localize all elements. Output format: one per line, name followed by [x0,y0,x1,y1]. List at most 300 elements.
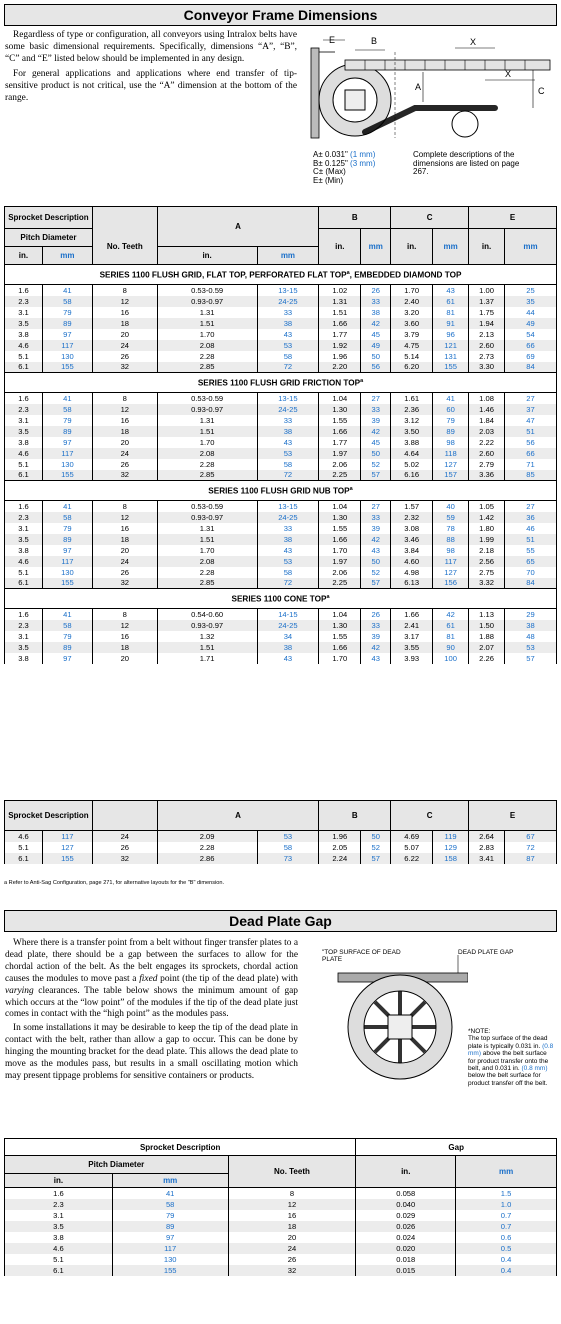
table-row [5,567,557,578]
table-cell: 52 [361,567,391,578]
table-cell: 1.31 [157,307,257,318]
table-cell: 12 [92,296,157,307]
section-title: SERIES 1100 FLUSH GRID NUB TOP$^a$ [5,481,557,501]
table-cell: 155 [433,362,469,373]
table-cell: 98 [433,545,469,556]
table-cell: 1.51 [157,318,257,329]
table-row [5,653,557,664]
table-cell: 0.4 [456,1265,557,1276]
table-cell: 6.13 [391,578,433,589]
table-cell: 98 [433,437,469,448]
table-cell: 8 [92,609,157,620]
table-cell: 24-25 [257,404,319,415]
table-cell: 6.1 [5,470,43,481]
table-cell: 72 [257,362,319,373]
gap-header-teeth: No. Teeth [228,1156,356,1188]
table-cell: 58 [112,1199,228,1210]
table-row [5,1210,557,1221]
table-cell: 3.1 [5,415,43,426]
table-cell: 1.32 [157,631,257,642]
table-cell: 1.6 [5,1188,113,1199]
table-cell: 45 [361,437,391,448]
table-cell: 2.60 [469,448,505,459]
table-cell: 97 [42,437,92,448]
table-cell: 33 [257,523,319,534]
table-cell: 2.3 [5,404,43,415]
table-cell: 2.64 [469,831,505,842]
table-cell: 33 [257,307,319,318]
table-cell: 2.75 [469,567,505,578]
table-cell: 117 [42,340,92,351]
table-cell: 3.1 [5,523,43,534]
tolerance-note: Complete descriptions of the dimensions are listed on page 267. [413,150,520,176]
table-cell: 1.30 [319,620,361,631]
table-cell: 78 [433,523,469,534]
table-cell: 2.32 [391,512,433,523]
table-cell: 0.53-0.59 [157,393,257,404]
table-cell: 66 [505,340,557,351]
table-cell: 2.18 [469,545,505,556]
table-cell: 24-25 [257,620,319,631]
table-cell: 72 [505,842,557,853]
table-cell: 117 [42,831,92,842]
table-cell: 20 [92,653,157,664]
table-cell: 5.1 [5,351,43,362]
table-cell: 2.86 [157,853,257,864]
table-cell: 2.28 [157,842,257,853]
table-cell: 1.70 [391,285,433,296]
table-cell: 24-25 [257,296,319,307]
table-cell: 12 [228,1199,356,1210]
table-cell: 58 [42,512,92,523]
section-header-row [5,589,557,609]
table-cell: 13-15 [257,393,319,404]
table-cell: 18 [228,1221,356,1232]
table-cell: 16 [92,307,157,318]
table-cell: 88 [433,534,469,545]
table-cell: 2.3 [5,512,43,523]
header-no-teeth: No. Teeth [92,229,157,265]
table-cell: 16 [92,631,157,642]
table-cell: 2.3 [5,620,43,631]
table-cell: 53 [257,831,319,842]
table-cell: 43 [257,437,319,448]
table-cell: 72 [257,578,319,589]
table-row [5,620,557,631]
table-cell: 6.22 [391,853,433,864]
table-cell: 3.8 [5,1232,113,1243]
table-row [5,523,557,534]
gap-header-in: in. [356,1156,456,1188]
table-cell: 1.84 [469,415,505,426]
table-cell: 39 [361,523,391,534]
table-cell: 3.8 [5,437,43,448]
gap-header-pitch-in: in. [5,1174,113,1188]
table-cell: 87 [505,853,557,864]
table-cell: 42 [361,318,391,329]
table-cell: 61 [433,296,469,307]
table-cell: 158 [433,853,469,864]
table-cell: 24 [92,340,157,351]
table-cell: 3.93 [391,653,433,664]
table-cell: 6.1 [5,362,43,373]
table-row [5,459,557,470]
dim-c-label: C [538,86,545,96]
table-cell: 1.6 [5,285,43,296]
gap-header-pitch-mm: mm [112,1174,228,1188]
dim-b-label: B [371,36,378,46]
table-cell: 2.79 [469,459,505,470]
table-cell: 1.66 [319,318,361,329]
header-a-mm: mm [257,247,319,265]
table-cell: 4.98 [391,567,433,578]
table-cell: 1.97 [319,448,361,459]
table-cell: 29 [505,609,557,620]
table-cell: 18 [92,534,157,545]
table-row [5,362,557,373]
table-cell: 2.09 [157,831,257,842]
table-cell: 14-15 [257,609,319,620]
table-cell: 2.41 [391,620,433,631]
table-cell: 4.64 [391,448,433,459]
section-header-row [5,481,557,501]
table-cell: 65 [505,556,557,567]
table-cell: 54 [505,329,557,340]
table-cell: 26 [92,567,157,578]
table-cell: 42 [361,534,391,545]
table-cell: 79 [42,523,92,534]
table-cell: 42 [361,642,391,653]
table-cell: 5.1 [5,842,43,853]
table-cell: 0.53-0.59 [157,501,257,512]
table-cell: 24 [92,556,157,567]
table-cell: 50 [361,556,391,567]
table-row [5,415,557,426]
table-cell: 4.75 [391,340,433,351]
table-cell: 155 [112,1265,228,1276]
dead-plate-gap-label: DEAD PLATE GAP [458,949,514,956]
table-cell: 0.93-0.97 [157,404,257,415]
table-cell: 1.80 [469,523,505,534]
table-cell: 3.17 [391,631,433,642]
table-cell: 3.32 [469,578,505,589]
header-e-in: in. [469,229,505,265]
table-cell: 25 [505,285,557,296]
table-cell: 3.5 [5,1221,113,1232]
table-cell: 58 [257,842,319,853]
header-c-mm: mm [433,229,469,265]
table-cell: 2.08 [157,556,257,567]
table-cell: 1.71 [157,653,257,664]
header-c: C [391,207,469,229]
table-cell: 34 [257,631,319,642]
table-row [5,329,557,340]
header-a-in: in. [157,247,257,265]
table-cell: 2.22 [469,437,505,448]
table-row [5,437,557,448]
table-cell: 3.1 [5,631,43,642]
table-cell: 0.6 [456,1232,557,1243]
table-cell: 32 [92,470,157,481]
table-cell: 1.31 [157,415,257,426]
table-cell: 41 [112,1188,228,1199]
table-cell: 3.55 [391,642,433,653]
table-row [5,470,557,481]
table-cell: 1.70 [319,545,361,556]
table-cell: 41 [42,393,92,404]
table-cell: 3.8 [5,653,43,664]
table-cell: 72 [257,470,319,481]
section-title: SERIES 1100 CONE TOP$^a$ [5,589,557,609]
table-cell: 6.20 [391,362,433,373]
table-cell: 5.07 [391,842,433,853]
table-cell: 73 [257,853,319,864]
table-cell: 43 [257,545,319,556]
table-cell: 1.02 [319,285,361,296]
table-cell: 16 [228,1210,356,1221]
table-cell: 6.1 [5,1265,113,1276]
table-row [5,1254,557,1265]
footnote: a Refer to Anti-Sag Configuration, page 271, for alternative layouts for the "B" dimension. [4,880,225,886]
table-cell: 1.30 [319,512,361,523]
table-cell: 130 [42,351,92,362]
header-e: E [469,207,557,229]
table-cell: 89 [42,318,92,329]
table-cell: 67 [505,831,557,842]
table-cell: 97 [42,653,92,664]
table-cell: 0.93-0.97 [157,620,257,631]
table-cell: 2.28 [157,459,257,470]
table-row [5,426,557,437]
section-header-row [5,373,557,393]
table-cell: 1.42 [469,512,505,523]
table-cell: 2.85 [157,362,257,373]
table-cell: 57 [361,853,391,864]
table-cell: 16 [92,523,157,534]
table-cell: 27 [361,501,391,512]
dead-plate-text [5,938,298,1085]
table-cell: 117 [42,556,92,567]
table-row [5,1199,557,1210]
table-cell: 1.99 [469,534,505,545]
table-cell: 20 [92,437,157,448]
table-cell: 1.70 [157,545,257,556]
table-cell: 1.6 [5,501,43,512]
table-cell: 53 [257,340,319,351]
table-cell: 1.61 [391,393,433,404]
table-cell: 155 [42,470,92,481]
table-cell: 8 [92,285,157,296]
table-cell: 1.51 [157,534,257,545]
table-cell: 97 [42,545,92,556]
table-cell: 1.70 [157,437,257,448]
table-cell: 58 [42,296,92,307]
table-row [5,642,557,653]
table-cell: 6.16 [391,470,433,481]
table-cell: 0.93-0.97 [157,512,257,523]
table-cell: 24-25 [257,512,319,523]
table-cell: 5.02 [391,459,433,470]
table-row [5,1243,557,1254]
table-cell: 2.28 [157,351,257,362]
table-cell: 2.24 [319,853,361,864]
table-cell: 1.5 [456,1188,557,1199]
dead-plate-note [468,1028,554,1087]
table-cell: 79 [42,307,92,318]
table-cell: 2.20 [319,362,361,373]
table-cell: 0.015 [356,1265,456,1276]
cont-header-sprocket: Sprocket Description [5,801,93,831]
table-cell: 3.36 [469,470,505,481]
table-cell: 37 [505,404,557,415]
table-cell: 69 [505,351,557,362]
table-cell: 1.50 [469,620,505,631]
table-cell: 18 [92,426,157,437]
table-cell: 41 [42,609,92,620]
table-cell: 1.00 [469,285,505,296]
table-cell: 2.56 [469,556,505,567]
table-row [5,556,557,567]
table-cell: 57 [361,578,391,589]
table-cell: 49 [361,340,391,351]
table-cell: 6.1 [5,853,43,864]
table-cell: 3.50 [391,426,433,437]
table-cell: 127 [42,842,92,853]
table-cell: 1.66 [319,642,361,653]
table-cell: 119 [433,831,469,842]
table-cell: 127 [433,567,469,578]
table-cell: 41 [42,501,92,512]
header-pitch-mm: mm [42,247,92,265]
table-cell: 20 [92,329,157,340]
table-cell: 79 [42,415,92,426]
table-cell: 81 [433,307,469,318]
table-cell: 117 [433,556,469,567]
table-cell: 5.14 [391,351,433,362]
table-cell: 49 [505,318,557,329]
table-cell: 96 [433,329,469,340]
table-cell: 70 [505,567,557,578]
gap-header-sprocket: Sprocket Description [5,1139,356,1156]
table-cell: 13-15 [257,501,319,512]
table-cell: 0.018 [356,1254,456,1265]
section-title: SERIES 1100 FLUSH GRID FRICTION TOP$^a$ [5,373,557,393]
conveyor-frame-diagram [305,30,555,150]
table-cell: 2.05 [319,842,361,853]
table-cell: 155 [42,853,92,864]
table-row [5,842,557,853]
table-row [5,831,557,842]
table-cell: 20 [92,545,157,556]
table-cell: 1.6 [5,609,43,620]
table-cell: 2.60 [469,340,505,351]
table-cell: 58 [257,459,319,470]
table-cell: 13-15 [257,285,319,296]
table-cell: 85 [505,470,557,481]
dim-x-label-2: X [505,69,512,79]
table-cell: 1.0 [456,1199,557,1210]
table-cell: 43 [361,653,391,664]
table-cell: 5.1 [5,459,43,470]
table-cell: 5.1 [5,567,43,578]
table-cell: 50 [361,448,391,459]
table-cell: 130 [42,459,92,470]
table-cell: 2.03 [469,426,505,437]
table-cell: 26 [361,609,391,620]
table-row [5,609,557,620]
table-cell: 3.60 [391,318,433,329]
table-cell: 3.5 [5,642,43,653]
table-cell: 1.51 [319,307,361,318]
table-cell: 3.8 [5,329,43,340]
table-cell: 1.51 [157,642,257,653]
table-cell: 97 [112,1232,228,1243]
table-cell: 3.46 [391,534,433,545]
table-cell: 41 [433,393,469,404]
table-cell: 1.70 [157,329,257,340]
table-cell: 89 [433,426,469,437]
table-cell: 117 [42,448,92,459]
table-cell: 56 [505,437,557,448]
table-cell: 2.83 [469,842,505,853]
dim-x-label-1: X [470,37,477,47]
table-cell: 24 [92,448,157,459]
table-cell: 1.96 [319,351,361,362]
table-cell: 1.55 [319,415,361,426]
table-cell: 2.73 [469,351,505,362]
table-cell: 42 [433,609,469,620]
table-cell: 46 [505,523,557,534]
table-cell: 57 [361,470,391,481]
table-row [5,393,557,404]
table-cell: 0.029 [356,1210,456,1221]
table-cell: 1.66 [319,534,361,545]
table-cell: 38 [505,620,557,631]
table-cell: 1.37 [469,296,505,307]
table-cell: 90 [433,642,469,653]
tolerance-c: C± (Max) [313,167,346,176]
table-cell: 0.040 [356,1199,456,1210]
table-cell: 32 [92,362,157,373]
header-b-mm: mm [361,229,391,265]
tolerance-a: A± 0.031" (1 mm) [313,150,376,159]
table-cell: 58 [42,620,92,631]
table-cell: 1.04 [319,609,361,620]
table-row [5,853,557,864]
table-cell: 2.26 [469,653,505,664]
table-cell: 4.60 [391,556,433,567]
table-cell: 1.46 [469,404,505,415]
table-row [5,501,557,512]
table-cell: 33 [361,512,391,523]
table-cell: 2.3 [5,296,43,307]
table-cell: 1.88 [469,631,505,642]
table-cell: 39 [361,631,391,642]
table-cell: 3.5 [5,534,43,545]
header-b-in: in. [319,229,361,265]
table-row [5,351,557,362]
table-cell: 1.04 [319,393,361,404]
table-cell: 127 [433,459,469,470]
table-cell: 4.6 [5,831,43,842]
table-cell: 38 [257,534,319,545]
table-cell: 1.66 [319,426,361,437]
table-cell: 52 [361,842,391,853]
table-cell: 53 [505,642,557,653]
gap-header-gap: Gap [356,1139,557,1156]
table-cell: 24 [92,831,157,842]
table-cell: 53 [257,556,319,567]
